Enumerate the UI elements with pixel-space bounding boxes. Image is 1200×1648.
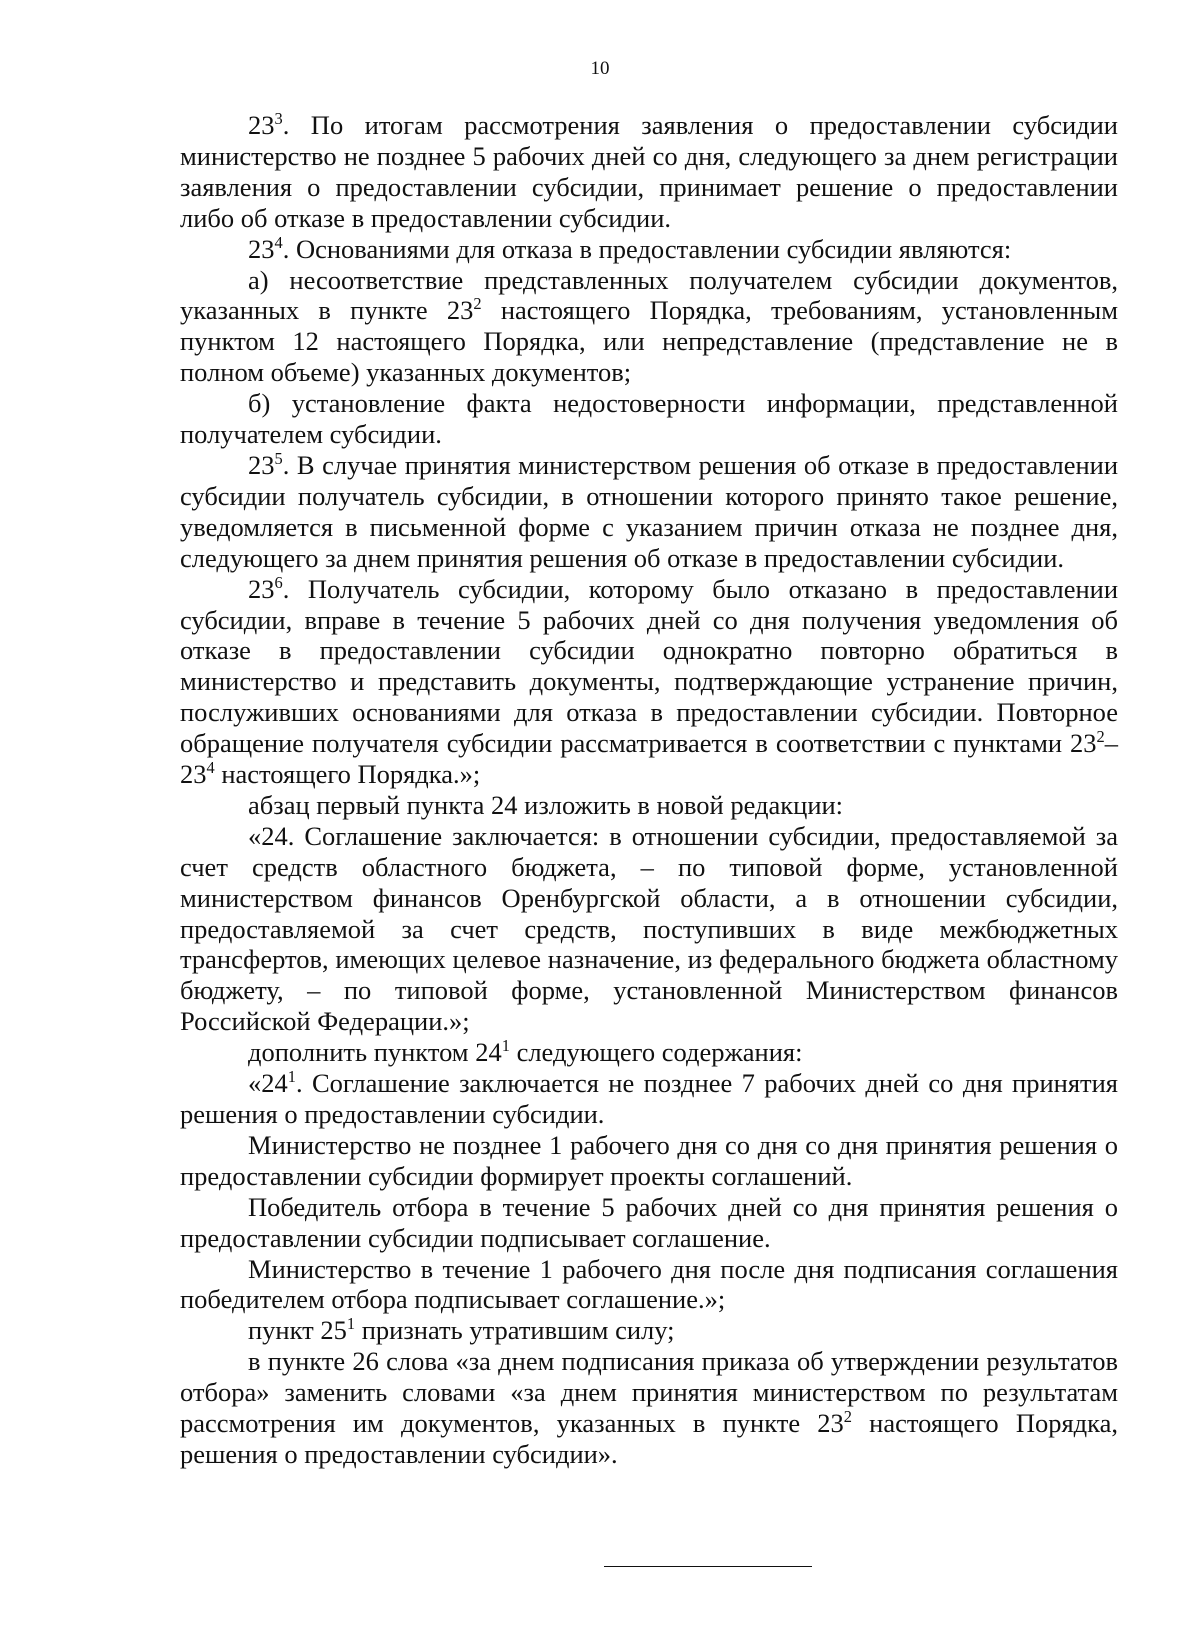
text-run: дополнить пунктом 24 bbox=[248, 1037, 502, 1068]
text-run: . По итогам рассмотрения заявления о предоставлении субсидии министерство не позднее 5 рабочих дней со дня, следующего за днем регистрации заявления о предоставлении субсидии, принимает решение о предоставлении либо об отказе в предоставлении субсидии. bbox=[180, 110, 1118, 233]
paragraph-p25-1 bbox=[180, 1315, 1118, 1346]
text-run: пункт 25 bbox=[248, 1315, 347, 1346]
paragraph-p24 bbox=[180, 821, 1118, 1037]
superscript-index: 4 bbox=[206, 757, 215, 777]
text-run: в пункте 26 слова «за днем подписания приказа об утверждении результатов отбора» заменить словами «за днем принятия министерством по результатам рассмотрения им документов, указанных в пункте 23 bbox=[180, 1346, 1118, 1439]
superscript-index: 1 bbox=[501, 1036, 510, 1056]
text-run: настоящего Порядка, требованиям, установленным пунктом 12 настоящего Порядка, или непредставление (представление не в полном объеме) указанных документов; bbox=[180, 295, 1118, 388]
superscript-index: 1 bbox=[287, 1066, 296, 1086]
superscript-index: 2 bbox=[843, 1406, 852, 1426]
paragraph-p24-1-intro bbox=[180, 1037, 1118, 1068]
superscript-index: 5 bbox=[274, 448, 283, 468]
text-run: следующего содержания: bbox=[509, 1037, 803, 1068]
text-run: Министерство в течение 1 рабочего дня после дня подписания соглашения победителем отбора подписывает соглашение.»; bbox=[180, 1253, 1118, 1315]
paragraph-p24-intro bbox=[180, 790, 1118, 821]
text-run: . Получатель субсидии, которому было отказано в предоставлении субсидии, вправе в течение 5 рабочих дней со дня получения уведомления об отказе в предоставлении субсидии однократно повторно обратиться в министерство и представить документы, подтверждающие устранение причин, послуживших основаниями для отказа в предоставлении субсидии. Повторное обращение получателя субсидии рассматривается в соответствии с пунктами 23 bbox=[180, 573, 1118, 759]
text-run: а) несоответствие представленных получателем субсидии документов, указанных в пункте 23 bbox=[180, 264, 1118, 326]
paragraph-p23-3 bbox=[180, 110, 1118, 234]
paragraph-p24-1-d bbox=[180, 1254, 1118, 1316]
text-run: признать утратившим силу; bbox=[355, 1315, 675, 1346]
text-run: 23 bbox=[248, 110, 275, 140]
text-run: «24 bbox=[248, 1068, 288, 1099]
superscript-index: 2 bbox=[473, 294, 482, 314]
paragraph-p26 bbox=[180, 1346, 1118, 1470]
superscript-index: 4 bbox=[274, 232, 283, 252]
paragraph-p23-4 bbox=[180, 234, 1118, 265]
text-run: абзац первый пункта 24 изложить в новой редакции: bbox=[248, 789, 844, 820]
text-run: 23 bbox=[248, 449, 275, 480]
paragraph-p23-4-a bbox=[180, 265, 1118, 389]
paragraph-p23-6 bbox=[180, 574, 1118, 790]
text-run: б) установление факта недостоверности информации, представленной получателем субсидии. bbox=[180, 388, 1118, 450]
text-run: Министерство не позднее 1 рабочего дня со дня со дня принятия решения о предоставлении субсидии формирует проекты соглашений. bbox=[180, 1129, 1118, 1191]
page-number: 10 bbox=[590, 58, 610, 79]
paragraph-p24-1-c bbox=[180, 1192, 1118, 1254]
superscript-index: 1 bbox=[346, 1314, 356, 1334]
text-run: 23 bbox=[248, 573, 275, 604]
text-run: настоящего Порядка, решения о предоставлении субсидии». bbox=[180, 1408, 1118, 1469]
text-run: . В случае принятия министерством решения об отказе в предоставлении субсидии получатель субсидии, в отношении которого принято такое решение, уведомляется в письменной форме с указанием причин отказа не позднее дня, следующего за днем принятия решения об отказе в предоставлении субсидии. bbox=[180, 449, 1118, 573]
paragraph-p24-1 bbox=[180, 1068, 1118, 1130]
paragraph-p23-4-b bbox=[180, 388, 1118, 450]
text-run: . Основаниями для отказа в предоставлении субсидии являются: bbox=[282, 233, 1012, 264]
closing-rule bbox=[604, 1566, 812, 1567]
document-body bbox=[180, 110, 1118, 1470]
text-run: настоящего Порядка.»; bbox=[214, 759, 481, 790]
text-run: 23 bbox=[248, 233, 275, 264]
paragraph-p23-5 bbox=[180, 450, 1118, 574]
text-run: . Соглашение заключается не позднее 7 рабочих дней со дня принятия решения о предоставлении субсидии. bbox=[180, 1068, 1118, 1129]
superscript-index: 3 bbox=[274, 108, 283, 128]
text-run: –23 bbox=[180, 728, 1118, 790]
text-run: Победитель отбора в течение 5 рабочих дней со дня принятия решения о предоставлении субсидии подписывает соглашение. bbox=[180, 1191, 1118, 1253]
superscript-index: 2 bbox=[1096, 726, 1105, 746]
paragraph-p24-1-b bbox=[180, 1130, 1118, 1192]
superscript-index: 6 bbox=[274, 572, 283, 592]
text-run: «24. Соглашение заключается: в отношении субсидии, предоставляемой за счет средств областного бюджета, – по типовой форме, установленной министерством финансов Оренбургской области, а в отношении субсидии, предоставляемой за счет средств, поступивших в виде межбюджетных трансфертов, имеющих целевое назначение, из федерального бюджета областному бюджету, – по типовой форме, установленной Министерством финансов Российской Федерации.»; bbox=[180, 820, 1118, 1037]
